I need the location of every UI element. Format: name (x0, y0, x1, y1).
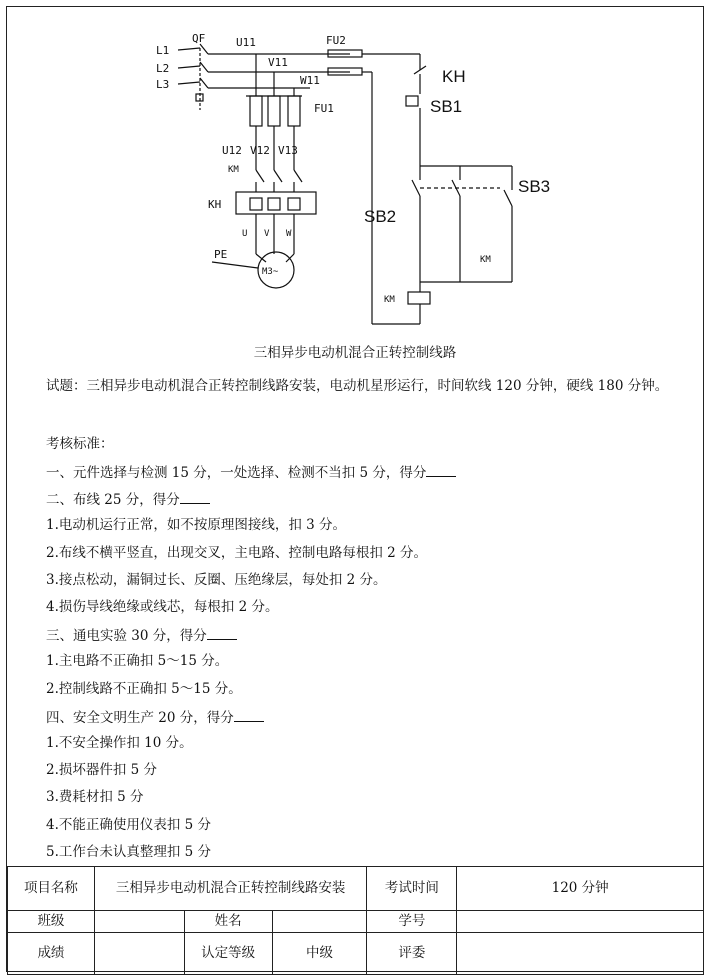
label-v11: V11 (268, 56, 288, 69)
circuit-diagram (150, 30, 570, 330)
label-w: W (286, 229, 292, 239)
criteria-line (16, 815, 696, 835)
label-l3: L3 (156, 78, 170, 91)
criteria-line (16, 842, 696, 862)
criteria-line (16, 543, 696, 563)
label-l2: L2 (156, 62, 170, 75)
label-kh-ctrl: KH (442, 67, 466, 86)
grade-label: 认定等级 (184, 933, 272, 975)
label-kh-main: KH (208, 198, 222, 211)
criteria-line (16, 461, 696, 483)
label-motor: M3~ (262, 267, 279, 277)
criteria-line (16, 679, 696, 699)
label-sb1: SB1 (430, 97, 463, 116)
score-blank[interactable] (180, 488, 210, 504)
label-km-coil: KM (384, 295, 395, 305)
grade-value: 中级 (272, 933, 367, 975)
criteria-text: 三、通电实验 30 分，得分 (46, 628, 207, 645)
criteria-line (16, 787, 696, 807)
project-value: 三相异步电动机混合正转控制线路安装 (94, 867, 367, 911)
label-u11: U11 (236, 36, 256, 49)
question-text: 试题：三相异步电动机混合正转控制线路安装，电动机星形运行，时间软线 120 分钟，硬线 180 分钟。 (46, 378, 669, 394)
criteria-line (16, 624, 696, 646)
label-sb3: SB3 (518, 177, 551, 196)
label-u12: U12 (222, 144, 242, 157)
criteria-text: 1.不安全操作扣 10 分。 (46, 735, 193, 751)
criteria-line (16, 570, 696, 590)
criteria-line (16, 597, 696, 617)
score-blank[interactable] (234, 706, 264, 722)
criteria-text: 二、布线 25 分，得分 (46, 492, 180, 509)
exam-time-label: 考试时间 (367, 867, 457, 911)
label-v: V (264, 229, 270, 239)
info-table (7, 866, 704, 975)
criteria-text: 5.工作台未认真整理扣 5 分 (46, 843, 212, 860)
label-km-main: KM (228, 165, 239, 175)
class-value[interactable] (94, 911, 184, 933)
label-pe: PE (214, 248, 228, 261)
criteria-text: 3.费耗材扣 5 分 (46, 789, 144, 806)
label-qf: QF (192, 32, 206, 45)
standard-title: 考核标准： (46, 436, 114, 452)
criteria-line (16, 706, 696, 728)
criteria-text: 四、安全文明生产 20 分，得分 (46, 709, 234, 726)
label-u: U (242, 229, 248, 239)
criteria-text: 4.不能正确使用仪表扣 5 分 (46, 816, 212, 833)
student-id-value[interactable] (457, 911, 704, 933)
label-w11: W11 (300, 74, 320, 87)
label-v13: V13 (278, 144, 298, 157)
criteria-text: 2.损坏器件扣 5 分 (46, 762, 158, 779)
criteria-text: 2.控制线路不正确扣 5～15 分。 (46, 680, 242, 697)
label-sb2: SB2 (364, 207, 397, 226)
score-blank[interactable] (207, 624, 237, 640)
criteria-text: 3.接点松动，漏铜过长、反圈、压绝缘层，每处扣 2 分。 (46, 571, 387, 588)
label-km-aux: KM (480, 255, 491, 265)
criteria-line (16, 651, 696, 671)
score-value[interactable] (94, 933, 184, 975)
name-label: 姓名 (184, 911, 272, 933)
project-label: 项目名称 (8, 867, 95, 911)
label-fu1: FU1 (314, 102, 334, 115)
criteria-text: 4.损伤导线绝缘或线芯，每根扣 2 分。 (46, 599, 279, 615)
class-label: 班级 (8, 911, 95, 933)
criteria-text: 2.布线不横平竖直，出现交叉，主电路、控制电路每根扣 2 分。 (46, 544, 428, 561)
criteria-line (16, 515, 696, 535)
criteria-text: 1.主电路不正确扣 5～15 分。 (46, 653, 229, 670)
criteria-line (16, 760, 696, 780)
student-id-label: 学号 (367, 911, 457, 933)
judge-label: 评委 (367, 933, 457, 975)
label-v12: V12 (250, 144, 270, 157)
score-blank[interactable] (426, 461, 456, 477)
label-l1: L1 (156, 44, 170, 57)
exam-time-value: 120 分钟 (457, 867, 704, 911)
score-label: 成绩 (8, 933, 95, 975)
criteria-text: 1.电动机运行正常，如不按原理图接线，扣 3 分。 (46, 517, 347, 534)
name-value[interactable] (272, 911, 367, 933)
criteria-line (16, 733, 696, 753)
judge-value[interactable] (457, 933, 704, 975)
label-fu2: FU2 (326, 34, 346, 47)
criteria-text: 一、元件选择与检测 15 分，一处选择、检测不当扣 5 分，得分 (46, 465, 427, 481)
diagram-caption: 三相异步电动机混合正转控制线路 (253, 345, 457, 361)
criteria-line (16, 488, 696, 510)
